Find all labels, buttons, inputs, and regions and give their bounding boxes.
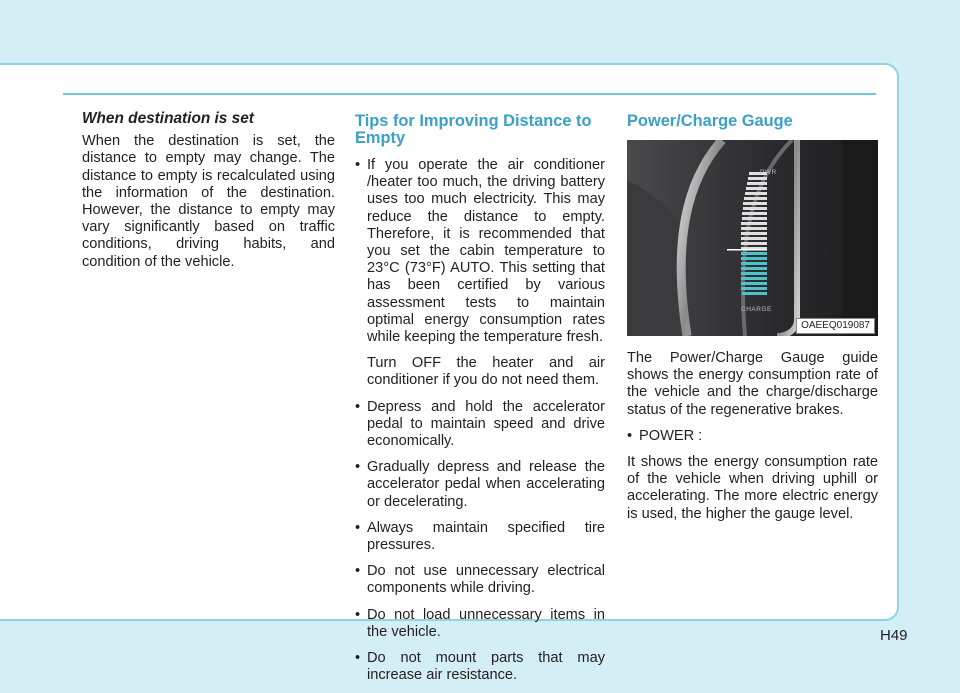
tip-item-3 xyxy=(355,459,605,511)
tip-item-4 xyxy=(355,520,605,554)
tip-text-7: Do not mount parts that may increase air resistance. xyxy=(367,650,605,684)
tip-item-2 xyxy=(355,399,605,451)
gauge-label-pwr: PWR xyxy=(760,169,777,176)
tip-item-5 xyxy=(355,563,605,597)
tips-list xyxy=(355,157,605,684)
column-2 xyxy=(355,110,605,693)
tip-text-2: Depress and hold the accelerator pedal to maintain speed and drive economically. xyxy=(367,398,605,450)
header-rule xyxy=(63,93,876,95)
paragraph-destination: When the destination is set, the distance to empty may change. The distance to empty is recalculated using the information of the destination. However, the distance to empty may vary significantly based on traffic conditions, driving habits, and condition of the vehicle. xyxy=(82,133,335,270)
tip-text-1: If you operate the air conditioner /heater too much, the driving battery uses too much electricity. This may reduce the distance to empty. Therefore, it is recommended that you set the cabin temperature to 23°C (73°F) AUTO. This setting that has been certified by various assessment tests to maintain optimal energy consumption rates while keeping the temperature fresh. xyxy=(367,157,605,346)
gauge-item-power-text: POWER : xyxy=(639,427,703,444)
paragraph-gauge: The Power/Charge Gauge guide shows the energy consumption rate of the vehicle and the charge/discharge status of the regenerative brakes. xyxy=(627,350,878,418)
tip-text-6: Do not load unnecessary items in the vehicle. xyxy=(367,606,605,640)
paragraph-power: It shows the energy consumption rate of the vehicle when driving uphill or accelerating. The more electric energy is used, the higher the gauge level. xyxy=(627,454,878,522)
page-number: H49 xyxy=(880,627,908,644)
column-1 xyxy=(82,110,335,271)
tip-item-6 xyxy=(355,607,605,641)
tip-text-4: Always maintain specified tire pressures. xyxy=(367,519,605,554)
gauge-list xyxy=(627,428,878,445)
tip-item-7 xyxy=(355,650,605,684)
heading-gauge: Power/Charge Gauge xyxy=(627,112,793,130)
tip-item-1 xyxy=(355,157,605,390)
column-3 xyxy=(627,110,878,523)
tip-text-5: Do not use unnecessary electrical components while driving. xyxy=(367,563,605,597)
subheading-destination: When destination is set xyxy=(82,110,254,127)
tip-text-3: Gradually depress and release the accelerator pedal when accelerating or decelerating. xyxy=(367,459,605,510)
tip-text-1-extra: Turn OFF the heater and air conditioner if you do not need them. xyxy=(367,355,605,389)
gauge-label-charge: CHARGE xyxy=(741,306,772,313)
heading-tips: Tips for Improving Distance to Empty xyxy=(355,112,592,147)
gauge-item-power xyxy=(627,428,878,445)
gauge-figure xyxy=(627,140,878,336)
figure-code: OAEEQ019087 xyxy=(796,318,875,334)
